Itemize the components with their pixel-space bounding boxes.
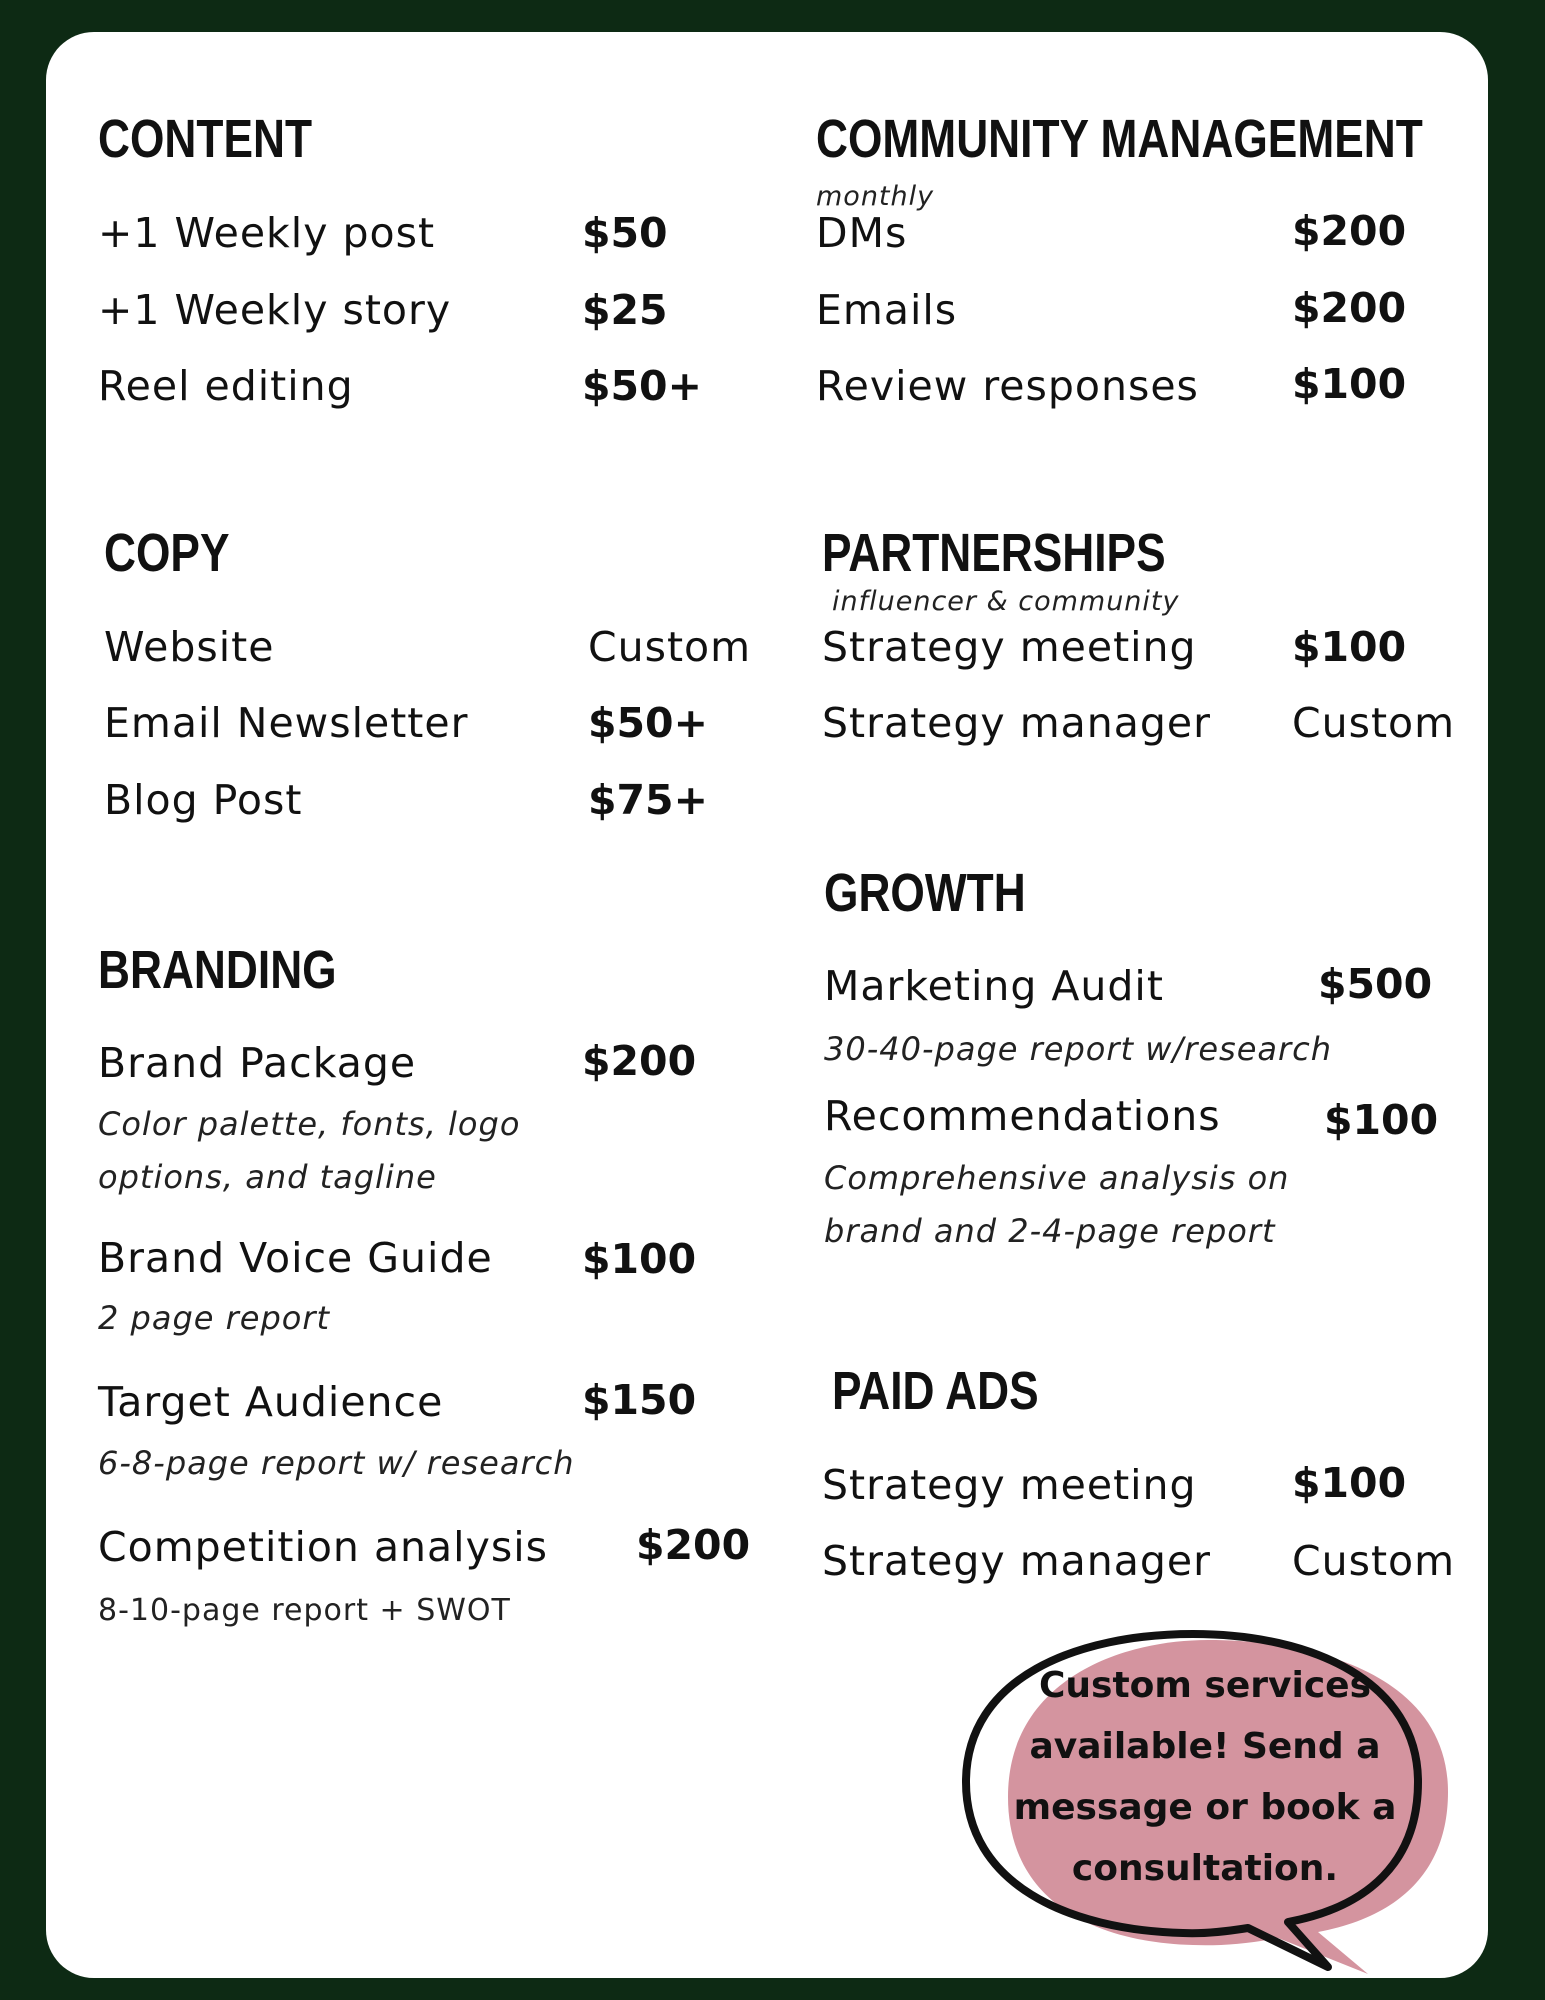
content-item-price: $50+	[582, 362, 702, 410]
growth-item-note: brand and 2-4-page report	[824, 1212, 1276, 1250]
copy-item-label: Website	[104, 623, 275, 671]
growth-item-label: Marketing Audit	[824, 962, 1164, 1010]
content-item-price: $50	[582, 209, 668, 257]
growth-item-note: Comprehensive analysis on	[824, 1159, 1290, 1197]
section-heading-community-management: COMMUNITY MANAGEMENT	[816, 109, 1423, 169]
copy-item-label: Blog Post	[104, 776, 303, 824]
section-heading-content: CONTENT	[98, 109, 313, 169]
branding-item-price: $200	[636, 1521, 751, 1569]
growth-item-label: Recommendations	[824, 1092, 1221, 1140]
community-item-price: $200	[1292, 207, 1407, 255]
growth-item-note: 30-40-page report w/research	[824, 1030, 1333, 1068]
section-subtitle: monthly	[816, 181, 935, 212]
community-item-price: $200	[1292, 284, 1407, 332]
section-heading-copy: COPY	[104, 523, 230, 583]
callout-line: available! Send a	[1029, 1726, 1381, 1767]
partnerships-item-label: Strategy meeting	[822, 623, 1197, 671]
branding-item-label: Brand Package	[98, 1039, 417, 1087]
copy-item-price: $75+	[588, 776, 708, 824]
growth-item-price: $100	[1324, 1096, 1439, 1144]
section-subtitle: influencer & community	[832, 586, 1180, 617]
callout-line: message or book a	[1013, 1787, 1397, 1828]
community-item-price: $100	[1292, 360, 1407, 408]
branding-item-price: $150	[582, 1376, 697, 1424]
content-item-price: $25	[582, 286, 668, 334]
content-item-label: +1 Weekly post	[98, 209, 436, 257]
branding-item-note: 6-8-page report w/ research	[98, 1444, 575, 1482]
section-heading-partnerships: PARTNERSHIPS	[822, 523, 1166, 583]
community-item-label: Review responses	[816, 362, 1199, 410]
branding-item-note: 8-10-page report + SWOT	[98, 1593, 511, 1628]
callout-text	[970, 1655, 1440, 1899]
copy-item-price: $50+	[588, 699, 708, 747]
callout-line: consultation.	[1071, 1848, 1339, 1889]
paid-ads-item-label: Strategy manager	[822, 1537, 1211, 1585]
branding-item-note: Color palette, fonts, logo	[98, 1105, 521, 1143]
partnerships-item-label: Strategy manager	[822, 699, 1211, 747]
section-heading-branding: BRANDING	[98, 940, 337, 1000]
content-item-label: Reel editing	[98, 362, 354, 410]
callout-line: Custom services	[1038, 1665, 1372, 1706]
community-item-label: DMs	[816, 209, 908, 257]
copy-item-label: Email Newsletter	[104, 699, 469, 747]
section-heading-paid-ads: PAID ADS	[832, 1361, 1039, 1421]
paid-ads-item-price: $100	[1292, 1459, 1407, 1507]
branding-item-note: options, and tagline	[98, 1158, 437, 1196]
branding-item-price: $200	[582, 1037, 697, 1085]
partnerships-item-price: $100	[1292, 623, 1407, 671]
branding-item-price: $100	[582, 1235, 697, 1283]
branding-item-label: Competition analysis	[98, 1523, 548, 1571]
growth-item-price: $500	[1318, 960, 1433, 1008]
branding-item-note: 2 page report	[98, 1299, 331, 1337]
branding-item-label: Target Audience	[98, 1378, 444, 1426]
copy-item-price: Custom	[588, 623, 752, 671]
partnerships-item-price: Custom	[1292, 699, 1456, 747]
content-item-label: +1 Weekly story	[98, 286, 452, 334]
paid-ads-item-label: Strategy meeting	[822, 1461, 1197, 1509]
section-heading-growth: GROWTH	[824, 863, 1026, 923]
branding-item-label: Brand Voice Guide	[98, 1234, 493, 1282]
community-item-label: Emails	[816, 286, 958, 334]
paid-ads-item-price: Custom	[1292, 1537, 1456, 1585]
